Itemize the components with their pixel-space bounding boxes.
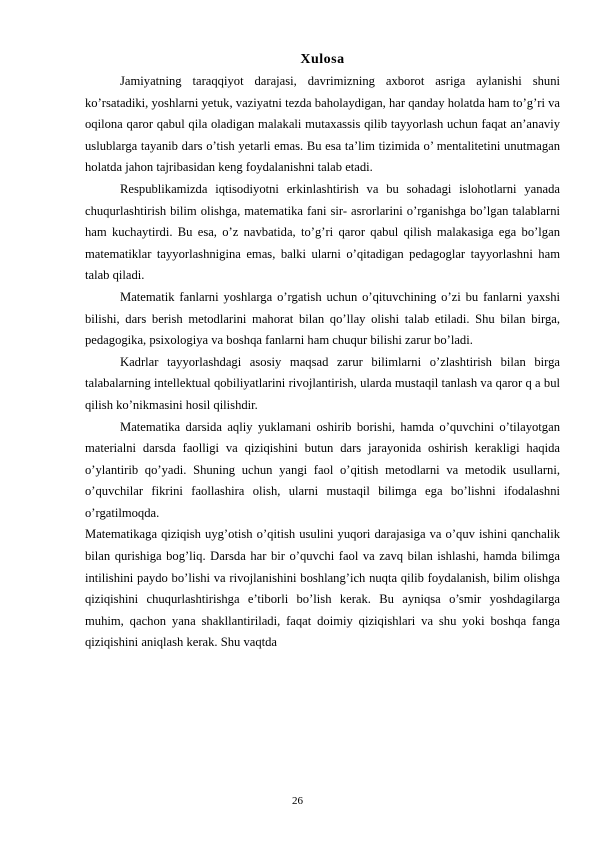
paragraph-3: Matematik fanlarni yoshlarga o’rgatish uchun o’qituvchining o’zi bu fanlarni yaxshi bilishi, dars berish metodlarini mahorat bilan qo’llay olishi talab etiladi. Shu bilan birga, pedagogika, psixologiya va boshqa fanlarni ham chuqur bilishi zarur bo’ladi. [85,289,560,348]
paragraph-4: Kadrlar tayyorlashdagi asosiy maqsad zarur bilimlarni o’zlashtirish bilan birga talabalarning intellektual qobiliyatlarini rivojlantirish, ularda mustaqil tanlash va qaror q a bul qilish ko’nikmasini hosil qilishdir. [85,354,560,412]
paragraph-1: Jamiyatning taraqqiyot darajasi, davrimizning axborot asriga aylanishi shuni ko’rsatadiki, yoshlarni yetuk, vaziyatni tezda baholaydigan, har qanday holatda ham to’g’ri va oqilona qaror qabul qila oladigan malakali mutaxassis qilib tayyorlash uchun faqat an’anaviy uslublarga tayanib dars o’tish yetarli emas. Bu esa ta’lim tizimida o’ mentalitetini unutmagan holatda jahon tajribasidan keng foydalanishni talab etadi. [85,74,560,175]
body-text [85,71,560,654]
paragraph-5: Matematika darsida aqliy yuklamani oshirib borishi, hamda o’quvchini o’tilayotgan materialni darsda faolligi va qiziqishini butun dars jarayonida oshirish kerakligi haqida o’ylantirib qo’yadi. Shuning uchun yangi faol o’qitish metodlarni va metodik usullarni, o’quvchilar fikrini faollashira olish, ularni mustaqil bilimga ega bo’lishni ifodalashni o’rgatilmoqda. [85,419,560,520]
page-number: 26 [292,795,303,807]
paragraph-2: Respublikamizda iqtisodiyotni erkinlashtirish va bu sohadagi islohotlarni yanada chuqurlashtirish bilim olishga, matematika fani sir- asrorlarini o’rganishga bo’lgan talablarni ham kuchaytirdi. Bu esa, o’z navbatida, to’g’ri qaror qabul qilish malakasiga ega bo’lgan matematiklar tayyorlashnigina emas, balki ularni o’qitadigan pedagoglar tayyorlashni ham talab qiladi. [85,181,560,283]
paragraph-6: Matematikaga qiziqish uyg’otish o’qitish usulini yuqori darajasiga va o’quv ishini qanchalik bilan qurishiga bog’liq. Darsda har bir o’quvchi faol va zavq bilan ishlashi, hamda bilimga intilishini paydo bo’lishi va rivojlanishini boshlang’ich nuqta qilib foydalanish, bilim olishga qiziqishini chuqurlashtirishga e’tiborli bo’lish kerak. Bu ayniqsa o’smir yoshdagilarga muhim, qachon yana shakllantiriladi, faqat doimiy qiziqishlari va shu yoki boshqa fanga qiziqishini aniqlash kerak. Shu vaqtda [85,527,560,650]
section-title: Xulosa [300,52,345,67]
